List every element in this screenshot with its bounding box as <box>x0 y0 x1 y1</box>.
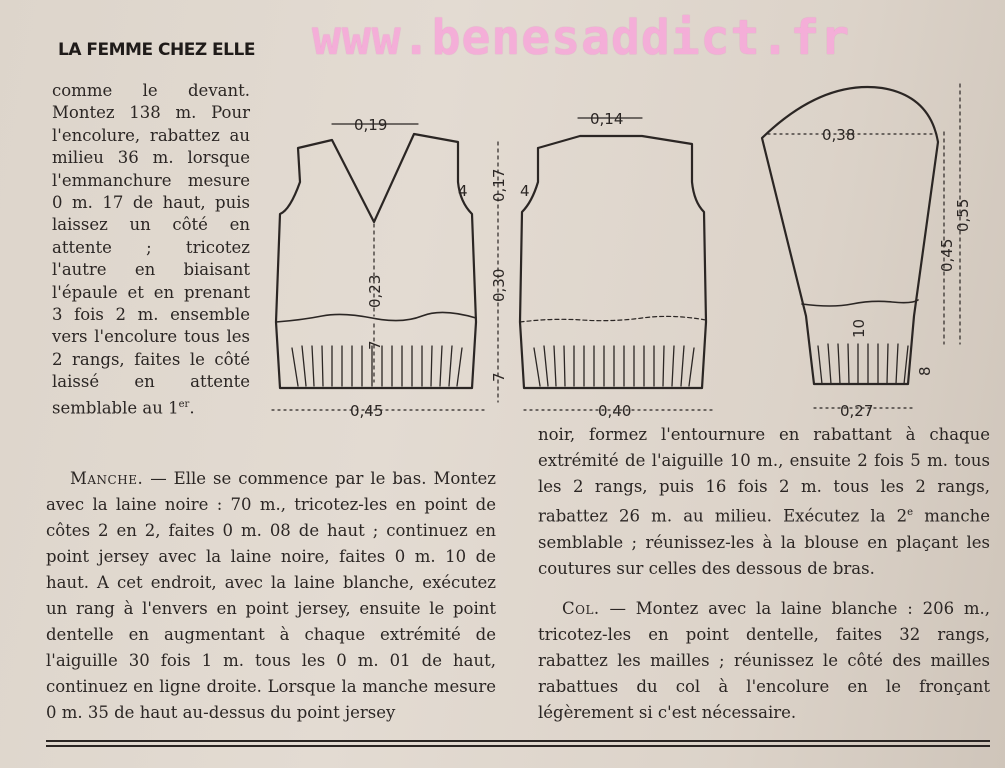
back-piece-diagram <box>498 118 712 410</box>
sleeve-height-a-label: 0,45 <box>938 238 956 272</box>
back-top-label: 0,14 <box>590 110 624 128</box>
back-bottom-label: 0,40 <box>598 402 632 420</box>
back-height-label: 0,17 <box>490 168 508 202</box>
manche-section <box>46 466 496 726</box>
sleeve-rib-label: 8 <box>916 366 934 376</box>
left-column-body: comme le devant. Montez 138 m. Pour l'encolure, rabattez au milieu 36 m. lorsque l'emmanchure mesure 0 m. 17 de haut, puis laissez un côté en attente ; tricotez l'autre en biaisant l'épaule et en prenant 3 fois 2 m. ensemble vers l'encolure tous les 2 rangs, faites le côté laissé en attente semblable au 1 <box>52 81 250 418</box>
sleeve-width-label: 0,38 <box>822 126 856 144</box>
manche-title: Manche. <box>70 469 144 488</box>
sleeve-diagram <box>762 84 960 408</box>
front-rib-label: 7 <box>366 340 384 350</box>
front-top-label: 0,19 <box>354 116 388 134</box>
sleeve-bottom-label: 0,27 <box>840 402 874 420</box>
right-continuation-end: manche semblable ; réunissez-les à la blouse en plaçant les coutures sur celles des dessous de bras. <box>538 506 990 578</box>
superscript-e: e <box>907 507 914 518</box>
back-total-label: 0,30 <box>490 268 508 302</box>
front-piece-diagram <box>272 124 484 410</box>
watermark: www.benesaddict.fr <box>312 10 851 66</box>
left-column-text <box>52 80 250 420</box>
sleeve-height-b-label: 0,55 <box>954 198 972 232</box>
right-column-text <box>538 422 990 726</box>
back-armhole-label: 4 <box>520 182 530 200</box>
sleeve-jersey-label: 10 <box>850 318 868 338</box>
manche-text: — Elle se commence par le bas. Montez avec la laine noire : 70 m., tricotez-les en point de côtes 2 en 2, faites 0 m. 08 de haut ; continuez en point jersey avec la laine noire, faites 0 m. 10 de haut. A cet endroit, avec la laine blanche, exécutez un rang à l'envers en point jersey, ensuite le point dentelle en augmentant à chaque extrémité de l'aiguille 30 fois 1 m. tous les 0 m. 01 de haut, continuez en ligne droite. Lorsque la manche mesure 0 m. 35 de haut au-dessus du point jersey <box>46 469 496 722</box>
front-armhole-label: 4 <box>458 182 468 200</box>
bottom-rule-bottom <box>46 745 990 747</box>
superscript-er: er <box>178 398 190 410</box>
front-bottom-label: 0,45 <box>350 402 384 420</box>
magazine-header: LA FEMME CHEZ ELLE <box>58 40 255 60</box>
right-continuation: noir, formez l'entournure en rabattant à chaque extrémité de l'aiguille 10 m., ensuite 2 fois 5 m. tous les 2 rangs, puis 16 fois 2 m. tous les 2 rangs, rabattez 26 m. au milieu. Exécutez la 2 <box>538 425 990 526</box>
left-column-end: . <box>189 398 195 418</box>
back-rib-label: 7 <box>490 372 508 382</box>
pattern-diagrams <box>262 72 1002 432</box>
col-title: Col. <box>562 598 600 618</box>
col-text: — Montez avec la laine blanche : 206 m., tricotez-les en point dentelle, faites 32 rangs, rabattez les mailles ; réunissez le côté des mailles rabattues du col à l'encolure en le fronçant légèrement si c'est nécessaire. <box>538 598 990 722</box>
bottom-rule-top <box>46 740 990 742</box>
front-center-label: 0,23 <box>366 274 384 308</box>
